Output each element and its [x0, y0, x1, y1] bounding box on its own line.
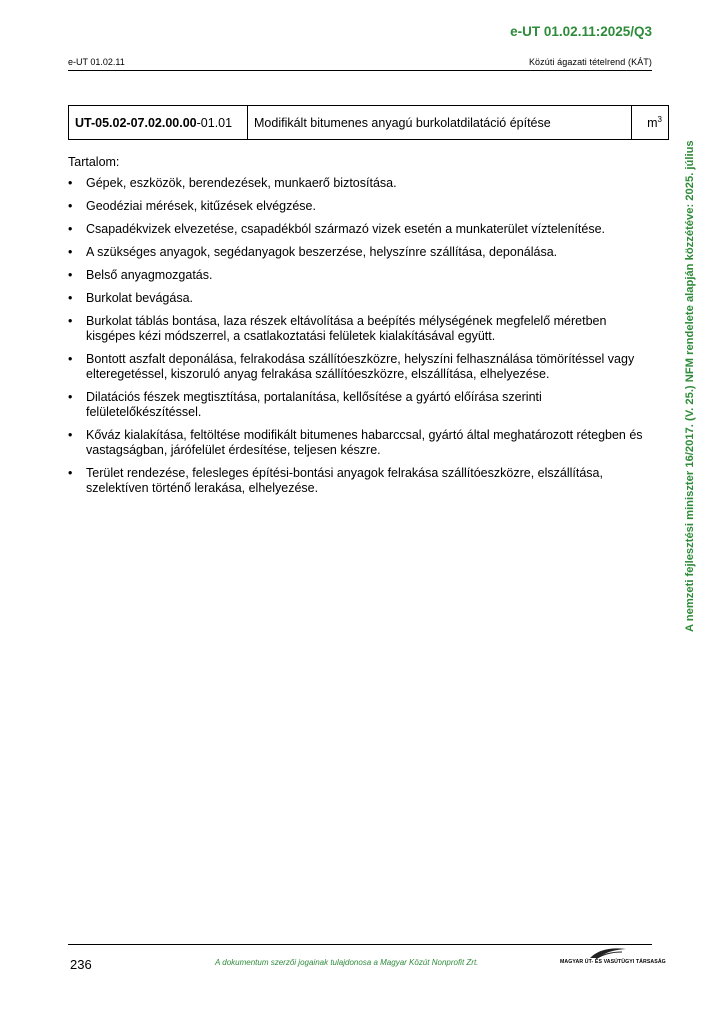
item-table — [68, 105, 669, 140]
item-code-suffix: -01.01 — [196, 115, 233, 130]
list-item: • Kőváz kialakítása, feltöltése modifikált bitumenes habarccsal, gyártó által meghatározott rétegben és vastagságban, járófelület érdesítése, teljesen készre. — [68, 428, 648, 458]
running-header-left: e-UT 01.02.11 — [68, 57, 125, 67]
item-unit-base: m — [647, 116, 658, 131]
side-publication-note: A nemzeti fejlesztési miniszter 16/2017. (V. 25.) NFM rendelete alapján közzétéve: 2025. július — [684, 140, 696, 632]
list-item: • Burkolat táblás bontása, laza részek eltávolítása a beépítés mélységének megfelelő méretben kisgépes kézi módszerrel, a csatlakoztatási felületek kialakításával együtt. — [68, 314, 648, 344]
list-item: • Geodéziai mérések, kitűzések elvégzése. — [68, 199, 648, 214]
item-code-main: UT-05.02-07.02.00.00 — [75, 115, 197, 130]
running-header-right: Közúti ágazati tételrend (KÁT) — [528, 57, 652, 67]
page-number: 236 — [70, 957, 92, 972]
document-code: e-UT 01.02.11:2025/Q3 — [510, 24, 652, 39]
item-unit — [632, 106, 669, 140]
content-list — [68, 176, 648, 496]
item-row — [69, 106, 669, 140]
item-unit-exponent: 3 — [657, 114, 662, 124]
list-item: • A szükséges anyagok, segédanyagok beszerzése, helyszínre szállítása, deponálása. — [68, 245, 648, 260]
logo-text: MAGYAR ÚT- ÉS VASÚTÜGYI TÁRSASÁG — [560, 959, 666, 965]
list-item: • Gépek, eszközök, berendezések, munkaerő biztosítása. — [68, 176, 648, 191]
item-title: Modifikált bitumenes anyagú burkolatdilatáció építése — [248, 106, 632, 140]
running-header — [68, 57, 652, 71]
list-item: • Csapadékvizek elvezetése, csapadékból származó vizek esetén a munkaterület víztelenítése. — [68, 222, 648, 237]
footer-divider — [68, 944, 652, 945]
logo-mark-icon — [588, 946, 628, 960]
list-item: • Terület rendezése, felesleges építési-bontási anyagok felrakása szállítóeszközre, elszállítása, szelektíven történő lerakása, elhelyezése. — [68, 466, 648, 496]
list-item: • Bontott aszfalt deponálása, felrakodása szállítóeszközre, helyszíni felhasználása tömörítéssel vagy elteregetéssel, kiszoruló anyag felrakása szállítóeszközre, elszállítása, elhelyezése. — [68, 352, 648, 382]
list-item: • Belső anyagmozgatás. — [68, 268, 648, 283]
item-code — [69, 106, 248, 140]
list-item: • Dilatációs fészek megtisztítása, portalanítása, kellősítése a gyártó előírása szerinti felületelőkészítéssel. — [68, 390, 648, 420]
content-heading: Tartalom: — [68, 155, 120, 169]
footer-copyright: A dokumentum szerzői jogainak tulajdonosa a Magyar Közút Nonprofit Zrt. — [215, 958, 479, 967]
content-section — [68, 154, 648, 504]
list-item: • Burkolat bevágása. — [68, 291, 648, 306]
society-logo — [560, 946, 666, 972]
